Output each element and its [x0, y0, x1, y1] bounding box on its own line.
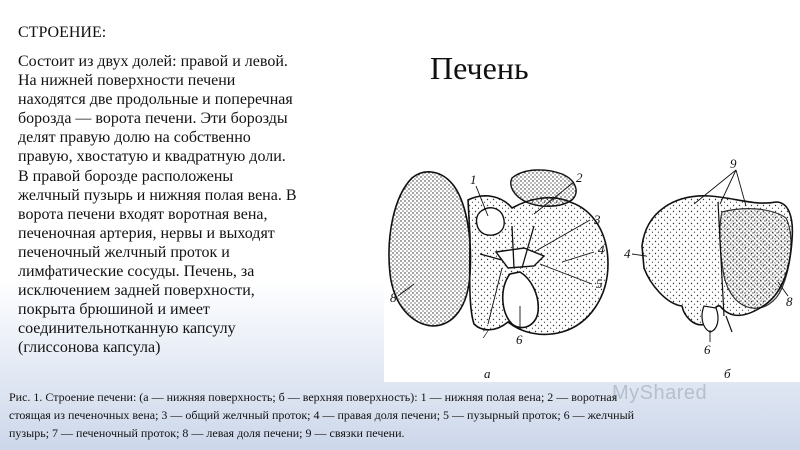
- figure-caption: [9, 388, 791, 442]
- body-line: печеночный желчный проток и: [18, 243, 230, 261]
- label-b-6: 6: [704, 342, 711, 357]
- label-b-9: 9: [730, 156, 737, 171]
- body-line: борозда — ворота печени. Эти борозды: [18, 110, 288, 128]
- body-line: В правой борозде расположены: [18, 167, 234, 185]
- liver-illustration: [384, 156, 800, 382]
- panel-a-drawing: [389, 170, 608, 334]
- section-title: СТРОЕНИЕ:: [18, 24, 107, 41]
- body-line: печеночная артерия, нервы и выходят: [18, 224, 275, 242]
- body-line: ворота печени входят воротная вена,: [18, 205, 268, 223]
- body-line: (глиссонова капсула): [18, 339, 161, 357]
- body-line: находятся две продольные и поперечная: [18, 91, 293, 109]
- watermark-logo: MyShared: [612, 382, 708, 404]
- label-a-4: 4: [598, 242, 605, 257]
- caption-line: стоящая из печеночных вена; 3 — общий желчный проток; 4 — правая доля печени; 5 — пузырный проток; 6 — желчный: [9, 408, 635, 422]
- body-line: На нижней поверхности печени: [18, 72, 236, 90]
- body-text: [18, 52, 370, 358]
- body-line: желчный пузырь и нижняя полая вена. В: [18, 186, 297, 204]
- label-a-7: 7: [482, 326, 489, 341]
- label-a-3: 3: [594, 212, 601, 227]
- label-b-8: 8: [786, 294, 793, 309]
- body-line: соединительнотканную капсулу: [18, 320, 236, 338]
- label-a-6: 6: [516, 332, 523, 347]
- body-line: Состоит из двух долей: правой и левой.: [18, 53, 288, 70]
- label-a-1: 1: [470, 172, 477, 187]
- panel-a-letter: а: [484, 366, 491, 381]
- caption-line: Рис. 1. Строение печени: (а — нижняя поверхность; б — верхняя поверхность): 1 — нижняя полая вена; 2 — воротная: [9, 390, 618, 404]
- label-b-4: 4: [624, 246, 631, 261]
- body-line: исключением задней поверхности,: [18, 282, 255, 300]
- slide-title: Печень: [430, 50, 529, 86]
- body-line: правую, хвостатую и квадратную доли.: [18, 148, 286, 166]
- panel-b-drawing: [642, 196, 792, 332]
- body-line: лимфатические сосуды. Печень, за: [18, 263, 255, 281]
- label-a-5: 5: [596, 276, 603, 291]
- label-a-2: 2: [576, 170, 583, 185]
- panel-b-letter: б: [724, 366, 731, 381]
- body-line: делят правую долю на собственно: [18, 129, 251, 147]
- liver-figure: [384, 156, 800, 382]
- caption-line: пузырь; 7 — печеночный проток; 8 — левая доля печени; 9 — связки печени.: [9, 426, 405, 440]
- label-a-8: 8: [390, 290, 397, 305]
- body-line: покрыта брюшиной и имеет: [18, 301, 210, 319]
